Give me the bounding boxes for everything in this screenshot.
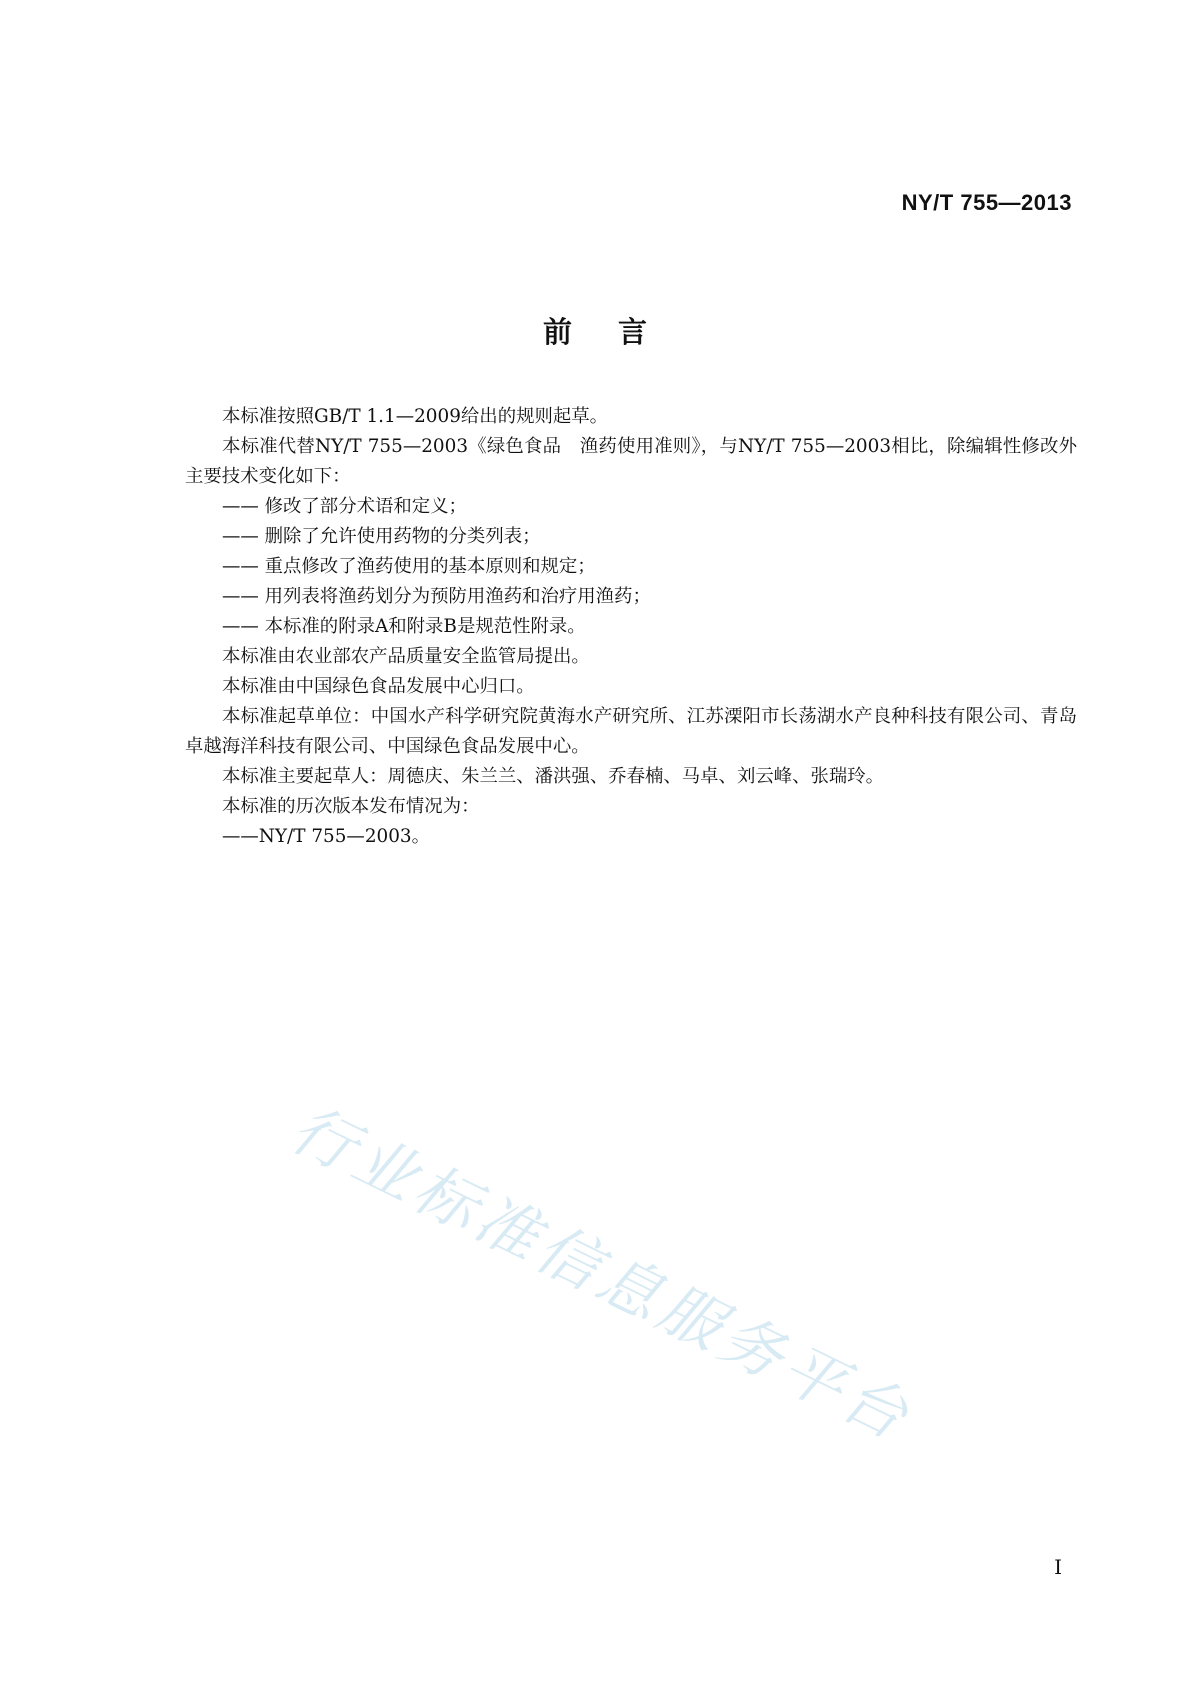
change-item-4: —— 用列表将渔药划分为预防用渔药和治疗用渔药；: [222, 586, 651, 607]
change-item-5: —— 本标准的附录A和附录B是规范性附录。: [222, 616, 586, 637]
history-item-1: ——NY/T 755—2003。: [222, 826, 431, 847]
page-title-char-2: 言: [618, 315, 648, 349]
paragraph-drafters: 本标准主要起草人：周德庆、朱兰兰、潘洪强、乔春楠、马卓、刘云峰、张瑞玲。: [222, 766, 885, 787]
paragraph-replacement: 本标准代替NY/T 755—2003《绿色食品 渔药使用准则》，与NY/T 755—2003相比，除编辑性修改外主要技术变化如下：: [185, 436, 1077, 487]
change-item-1: —— 修改了部分术语和定义；: [222, 496, 467, 517]
change-item-3: —— 重点修改了渔药使用的基本原则和规定；: [222, 556, 596, 577]
change-item-2: —— 删除了允许使用药物的分类列表；: [222, 526, 541, 547]
watermark: 行业标准信息服务平台: [280, 1091, 924, 1456]
paragraph-drafting-rules: 本标准按照GB/T 1.1—2009给出的规则起草。: [222, 406, 609, 427]
paragraph-history-intro: 本标准的历次版本发布情况为：: [222, 796, 480, 817]
paragraph-centralized-by: 本标准由中国绿色食品发展中心归口。: [222, 676, 535, 697]
page-title: [0, 310, 1190, 351]
page-number: I: [1054, 1555, 1062, 1579]
standard-code: NY/T 755—2013: [901, 190, 1072, 215]
paragraph-drafting-units: 本标准起草单位：中国水产科学研究院黄海水产研究所、江苏溧阳市长荡湖水产良种科技有限公司、青岛卓越海洋科技有限公司、中国绿色食品发展中心。: [185, 706, 1077, 757]
page-title-char-1: 前: [542, 315, 572, 349]
paragraph-proposed-by: 本标准由农业部农产品质量安全监管局提出。: [222, 646, 590, 667]
foreword-body: [185, 402, 1077, 852]
